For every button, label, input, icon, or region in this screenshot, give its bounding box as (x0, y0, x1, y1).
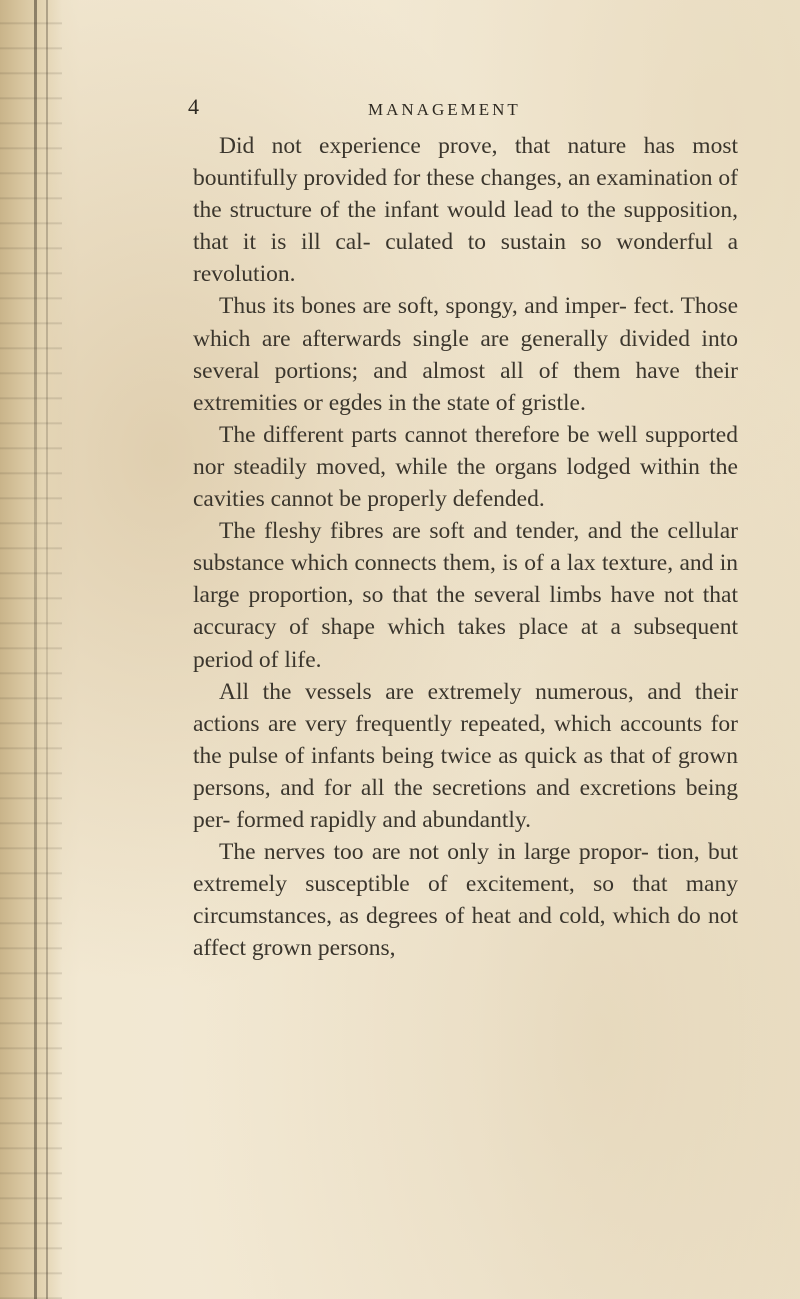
paragraph: The different parts cannot therefore be well supported nor steadily moved, while the organs lodged within the cavities cannot be properly defended. (193, 421, 738, 513)
paragraph: The nerves too are not only in large propor- tion, but extremely susceptible of excitement, so that many circumstances, as degrees of heat and cold, which do not affect grown persons, (193, 839, 738, 962)
body-text (193, 130, 738, 964)
page-number: 4 (188, 94, 199, 119)
page-binding-edge (0, 0, 62, 1299)
running-head: MANAGEMENT (368, 100, 521, 119)
paragraph: Did not experience prove, that nature has most bountifully provided for these changes, an examination of the structure of the infant would lead to the supposition, that it is ill cal- culated to sustain so wonderful a revolution. (193, 133, 738, 288)
gutter-shadow-line-inner (46, 0, 48, 1299)
page-header (170, 94, 730, 128)
paragraph: All the vessels are extremely numerous, and their actions are very frequently repeated, which accounts for the pulse of infants being twice as quick as that of grown persons, and for all the secretions and excretions being per- formed rapidly and abundantly. (193, 678, 738, 833)
paragraph: The fleshy fibres are soft and tender, and the cellular substance which connects them, is of a lax texture, and in large proportion, so that the several limbs have not that accuracy of shape which takes place at a subsequent period of life. (193, 518, 738, 673)
paragraph: Thus its bones are soft, spongy, and imper- fect. Those which are afterwards single are generally divided into several portions; and almost all of them have their extremities or egdes in the state of gristle. (193, 293, 738, 416)
gutter-shadow-line (34, 0, 37, 1299)
